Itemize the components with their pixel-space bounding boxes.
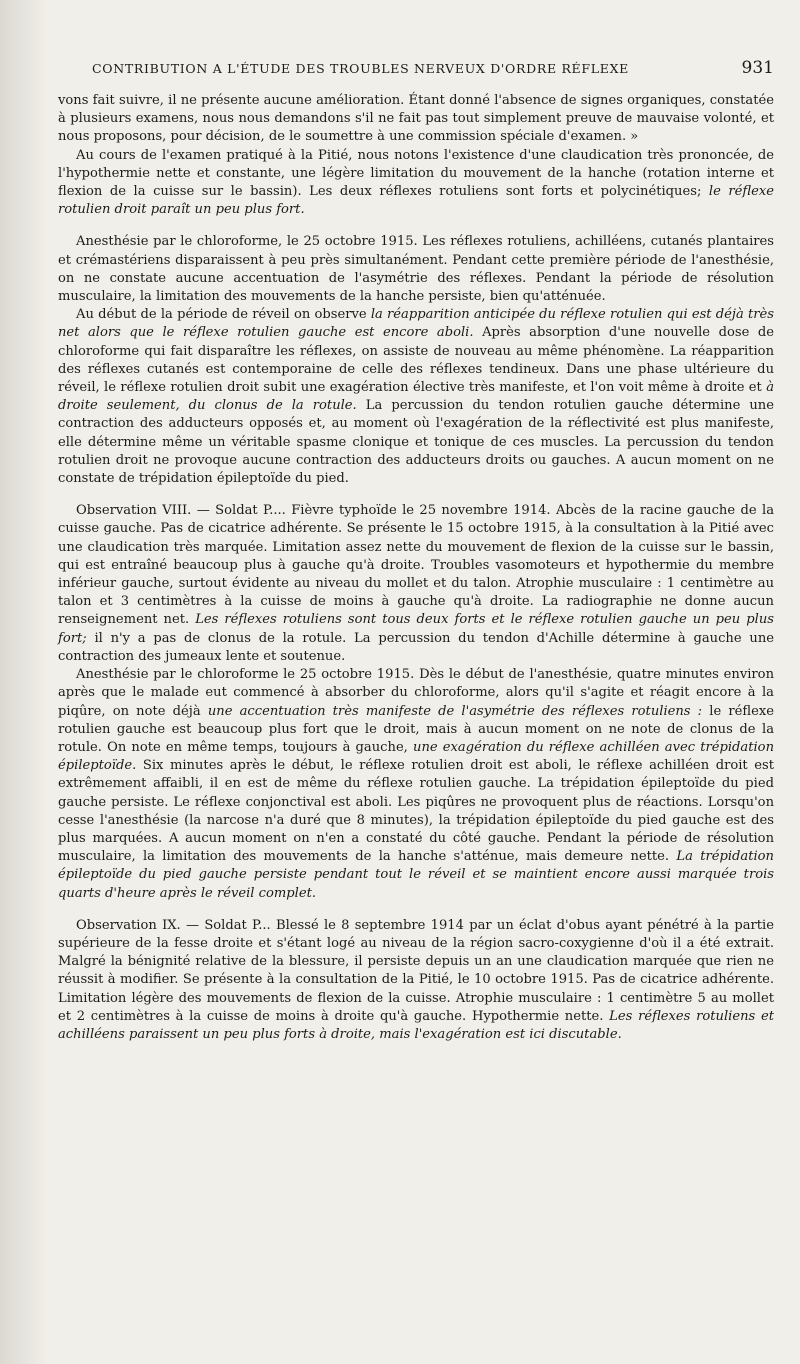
paragraph-2: Au cours de l'examen pratiqué à la Pitié, nous notons l'existence d'une claudication très prononcée, de l'hypothermie nette et constante, une légère limitation du mouvement de la hanche (rotation interne et flexion de la cuisse sur le bassin). Les deux réflexes rotuliens sont forts et polycinétiques; le réflexe rotulien droit paraît un peu plus fort. [58,147,774,218]
page-number: 931 [741,58,774,78]
binding-margin [0,0,48,1364]
body-text [58,92,774,1044]
paragraph-reveil: Au début de la période de réveil on observe la réapparition anticipée du réflexe rotulien qui est déjà très net alors que le réflexe rotulien gauche est encore aboli. Après absorption d'une nouvelle dose de chloroforme qui fait disparaître les réflexes, on assiste de nouveau au même phénomène. La réapparition des réflexes cutanés est contemporaine de celle des réflexes tendineux. Dans une phase ultérieure du réveil, le réflexe rotulien droit subit une exagération élective très manifeste, et l'on voit même à droite et à droite seulement, du clonus de la rotule. La percussion du tendon rotulien gauche détermine une contraction des adducteurs opposés et, au moment où l'exagération de la réflectivité est plus manifeste, elle détermine même un véritable spasme clonique et tonique de ces muscles. La percussion du tendon rotulien droit ne provoque aucune contraction des adducteurs droits ou gauches. A aucun moment on ne constate de trépidation épileptoïde du pied. [58,307,774,487]
paragraph-1: vons fait suivre, il ne présente aucune amélioration. Étant donné l'absence de signes organiques, constatée à plusieurs examens, nous nous demandons s'il ne fait pas tout simplement preuve de mauvaise volonté, et nous proposons, pour décision, de le soumettre à une commission spéciale d'examen. » [58,93,774,145]
running-title: CONTRIBUTION A L'ÉTUDE DES TROUBLES NERVEUX D'ORDRE RÉFLEXE [92,61,630,76]
observation-9: Observation IX. — Soldat P... Blessé le 8 septembre 1914 par un éclat d'obus ayant pénétré à la partie supérieure de la fesse droite et s'étant logé au niveau de la région sacro-coxygienne d'où il a été extrait. Malgré la bénignité relative de la blessure, il persiste depuis un an une claudication marquée que rien ne réussit à modifier. Se présente à la consultation de la Pitié, le 10 octobre 1915. Pas de cicatrice adhérente. Limitation légère des mouvements de flexion de la cuisse. Atrophie musculaire : 1 centimètre 5 au mollet et 2 centimètres à la cuisse de moins à droite qu'à gauche. Hypothermie nette. Les réflexes rotuliens et achilléens paraissent un peu plus forts à droite, mais l'exagération est ici discutable. [58,917,774,1042]
paragraph-anesthesia-1: Anesthésie par le chloroforme, le 25 octobre 1915. Les réflexes rotuliens, achilléens, cutanés plantaires et crémastériens disparaissent à peu près simultanément. Pendant cette première période de l'anesthésie, on ne constate aucune accentuation de l'asymétrie des réflexes. Pendant la période de résolution musculaire, la limitation des mouvements de la hanche persiste, bien qu'atténuée. [58,234,774,305]
paragraph-anesthesia-2: Anesthésie par le chloroforme le 25 octobre 1915. Dès le début de l'anesthésie, quatre minutes environ après que le malade eut commencé à absorber du chloroforme, alors qu'il s'agite et réagit encore à la piqûre, on note déjà une accentuation très manifeste de l'asymétrie des réflexes rotuliens : le réflexe rotulien gauche est beaucoup plus fort que le droit, mais à aucun moment on ne note de clonus de la rotule. On note en même temps, toujours à gauche, une exagération du réflexe achilléen avec trépidation épileptoïde. Six minutes après le début, le réflexe rotulien droit est aboli, le réflexe achilléen droit est extrêmement affaibli, il en est de même du réflexe rotulien gauche. La trépidation épileptoïde du pied gauche persiste. Le réflexe conjonctival est aboli. Les piqûres ne provoquent plus de réactions. Lorsqu'on cesse l'anesthésie (la narcose n'a duré que 8 minutes), la trépidation épileptoïde du pied gauche est des plus marquées. A aucun moment on n'en a constaté du côté gauche. Pendant la période de résolution musculaire, la limitation des mouvements de la hanche s'atténue, mais demeure nette. La trépidation épileptoïde du pied gauche persiste pendant tout le réveil et se maintient encore aussi marquée trois quarts d'heure après le réveil complet. [58,667,775,901]
running-head [92,58,774,78]
observation-8: Observation VIII. — Soldat P.... Fièvre typhoïde le 25 novembre 1914. Abcès de la racine gauche de la cuisse gauche. Pas de cicatrice adhérente. Se présente le 15 octobre 1915, à la consultation à la Pitié avec une claudication très marquée. Limitation assez nette du mouvement de flexion de la cuisse sur le bassin, qui est entraîné beaucoup plus à gauche qu'à droite. Troubles vasomoteurs et hypothermie du membre inférieur gauche, surtout évidente au niveau du mollet et du talon. Atrophie musculaire : 1 centimètre au talon et 3 centimètres à la cuisse de moins à gauche qu'à droite. La radiographie ne donne aucun renseignement net. Les réflexes rotuliens sont tous deux forts et le réflexe rotulien gauche un peu plus fort; il n'y a pas de clonus de la rotule. La percussion du tendon d'Achille détermine à gauche une contraction des jumeaux lente et soutenue. [58,503,774,664]
